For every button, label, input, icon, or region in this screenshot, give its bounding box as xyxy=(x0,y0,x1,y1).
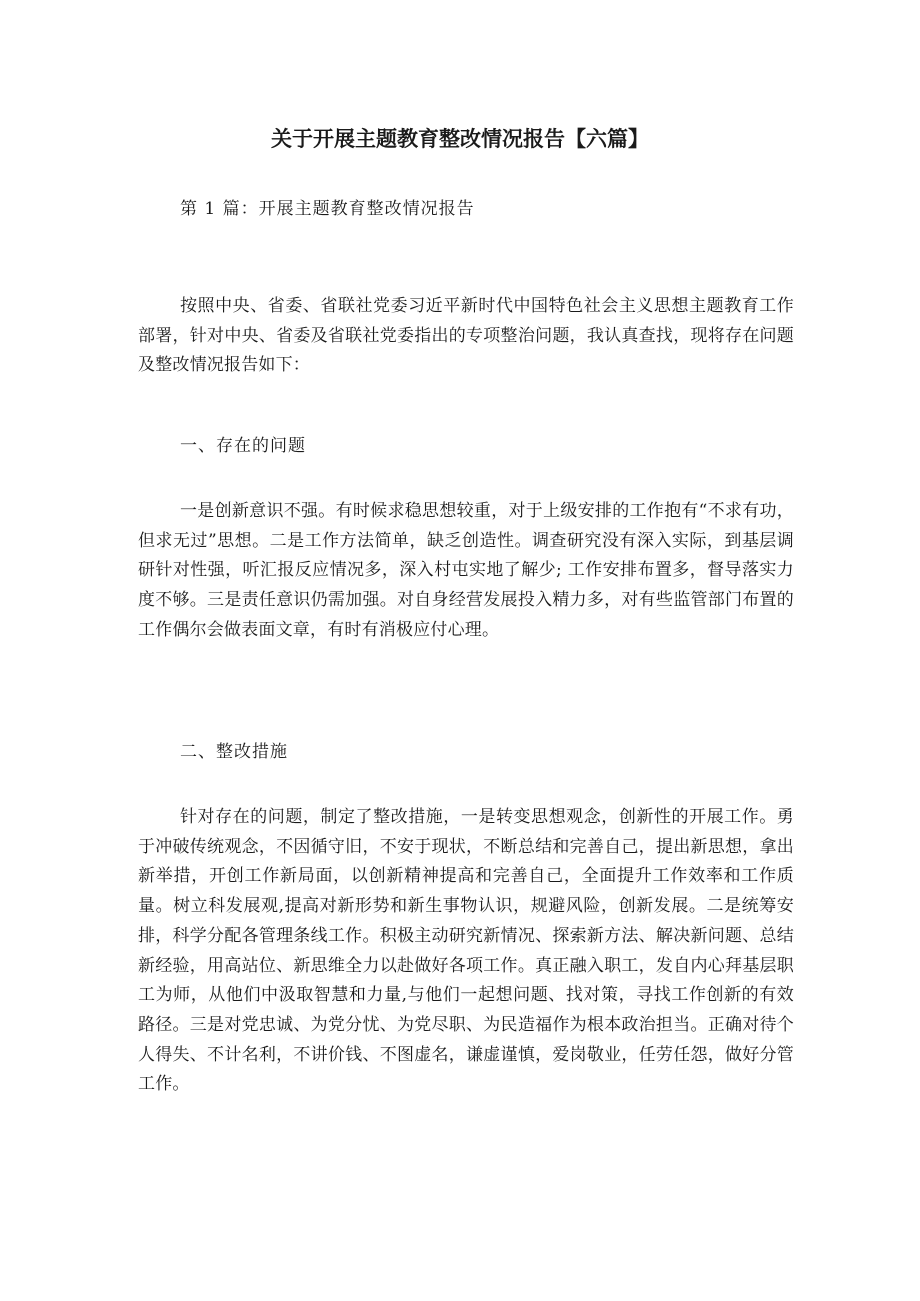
problems-paragraph: 一是创新意识不强。有时候求稳思想较重，对于上级安排的工作抱有“不求有功，但求无过”思想。二是工作方法简单，缺乏创造性。调查研究没有深入实际，到基层调研针对性强，听汇报反应情况多，深入村屯实地了解少; 工作安排布置多，督导落实力度不够。三是责任意识仍需加强。对自身经营发展投入精力多，对有些监管部门布置的工作偶尔会做表面文章，有时有消极应付心理。 xyxy=(138,501,794,640)
section-heading-measures: 二、整改措施 xyxy=(180,742,288,762)
section-heading-problems: 一、存在的问题 xyxy=(180,436,306,456)
intro-paragraph: 按照中央、省委、省联社党委习近平新时代中国特色社会主义思想主题教育工作部署，针对中央、省委及省联社党委指出的专项整治问题，我认真查找，现将存在问题及整改情况报告如下： xyxy=(138,296,794,376)
article-subtitle: 第 1 篇：开展主题教育整改情况报告 xyxy=(180,199,475,219)
document-title: 关于开展主题教育整改情况报告【六篇】 xyxy=(271,127,649,151)
measures-paragraph: 针对存在的问题，制定了整改措施，一是转变思想观念，创新性的开展工作。勇于冲破传统观念，不因循守旧，不安于现状，不断总结和完善自己，提出新思想，拿出新举措，开创工作新局面，以创新精神提高和完善自己，全面提升工作效率和工作质量。树立科发展观,提高对新形势和新生事物认识，规避风险，创新发展。二是统筹安排，科学分配各管理条线工作。积极主动研究新情况、探索新方法、解决新问题、总结新经验，用高站位、新思维全力以赴做好各项工作。真正融入职工，发自内心拜基层职工为师，从他们中汲取智慧和力量,与他们一起想问题、找对策，寻找工作创新的有效路径。三是对党忠诚、为党分忧、为党尽职、为民造福作为根本政治担当。正确对待个人得失、不计名利，不讲价钱、不图虚名，谦虚谨慎，爱岗敬业，任劳任怨，做好分管工作。 xyxy=(138,807,794,1095)
